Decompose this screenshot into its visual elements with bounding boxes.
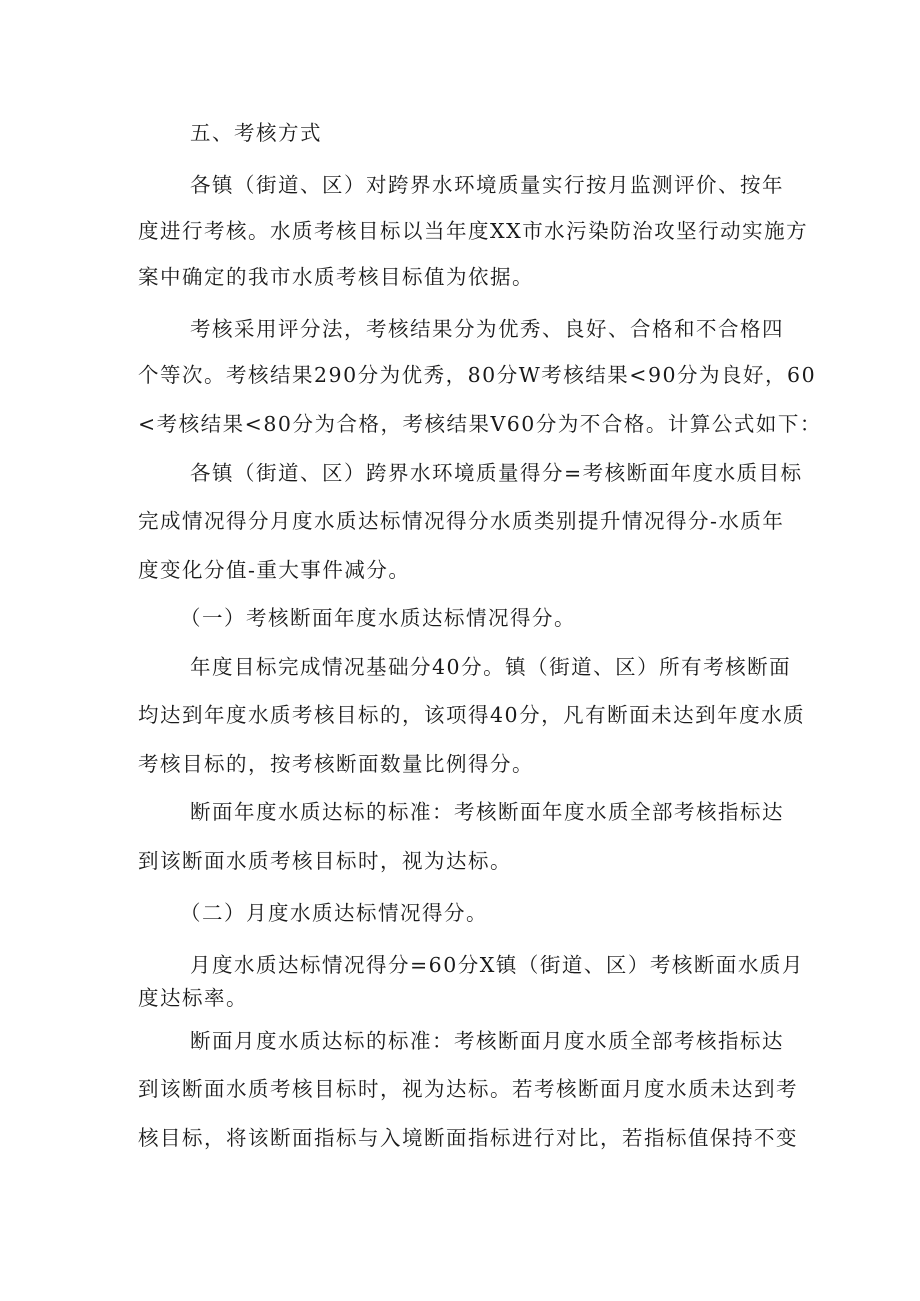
paragraph-line: 核目标，将该断面指标与入境断面指标进行对比，若指标值保持不变 xyxy=(138,1126,798,1150)
paragraph-line: 各镇（街道、区）跨界水环境质量得分=考核断面年度水质目标 xyxy=(190,461,803,485)
paragraph-line: 考核采用评分法，考核结果分为优秀、良好、合格和不合格四 xyxy=(190,317,784,341)
paragraph-line: 到该断面水质考核目标时，视为达标。 xyxy=(138,849,512,873)
subsection-heading: （二）月度水质达标情况得分。 xyxy=(180,901,488,925)
paragraph-line: 完成情况得分月度水质达标情况得分水质类别提升情况得分-水质年 xyxy=(138,509,785,533)
paragraph-line: 度进行考核。水质考核目标以当年度XX市水污染防治攻坚行动实施方 xyxy=(138,219,809,243)
paragraph-line: 月度水质达标情况得分=60分X镇（街道、区）考核断面水质月 xyxy=(190,953,804,977)
paragraph-line: <考核结果<80分为合格，考核结果V60分为不合格。计算公式如下： xyxy=(138,412,822,436)
subsection-heading: （一）考核断面年度水质达标情况得分。 xyxy=(180,606,576,630)
paragraph-line: 断面年度水质达标的标准：考核断面年度水质全部考核指标达 xyxy=(190,800,784,824)
paragraph-line: 度达标率。 xyxy=(138,986,248,1010)
paragraph-line: 年度目标完成情况基础分40分。镇（街道、区）所有考核断面 xyxy=(190,655,792,679)
paragraph-line: 度变化分值-重大事件减分。 xyxy=(138,558,411,582)
paragraph-line: 到该断面水质考核目标时，视为达标。若考核断面月度水质未达到考 xyxy=(138,1077,798,1101)
paragraph-line: 均达到年度水质考核目标的，该项得40分，凡有断面未达到年度水质 xyxy=(138,703,806,727)
paragraph-line: 各镇（街道、区）对跨界水环境质量实行按月监测评价、按年 xyxy=(190,173,784,197)
paragraph-line: 案中确定的我市水质考核目标值为依据。 xyxy=(138,265,534,289)
paragraph-line: 断面月度水质达标的标准：考核断面月度水质全部考核指标达 xyxy=(190,1029,784,1053)
section-heading: 五、考核方式 xyxy=(190,121,322,145)
paragraph-line: 考核目标的，按考核断面数量比例得分。 xyxy=(138,752,534,776)
paragraph-line: 个等次。考核结果290分为优秀，80分W考核结果<90分为良好，60 xyxy=(138,363,817,387)
